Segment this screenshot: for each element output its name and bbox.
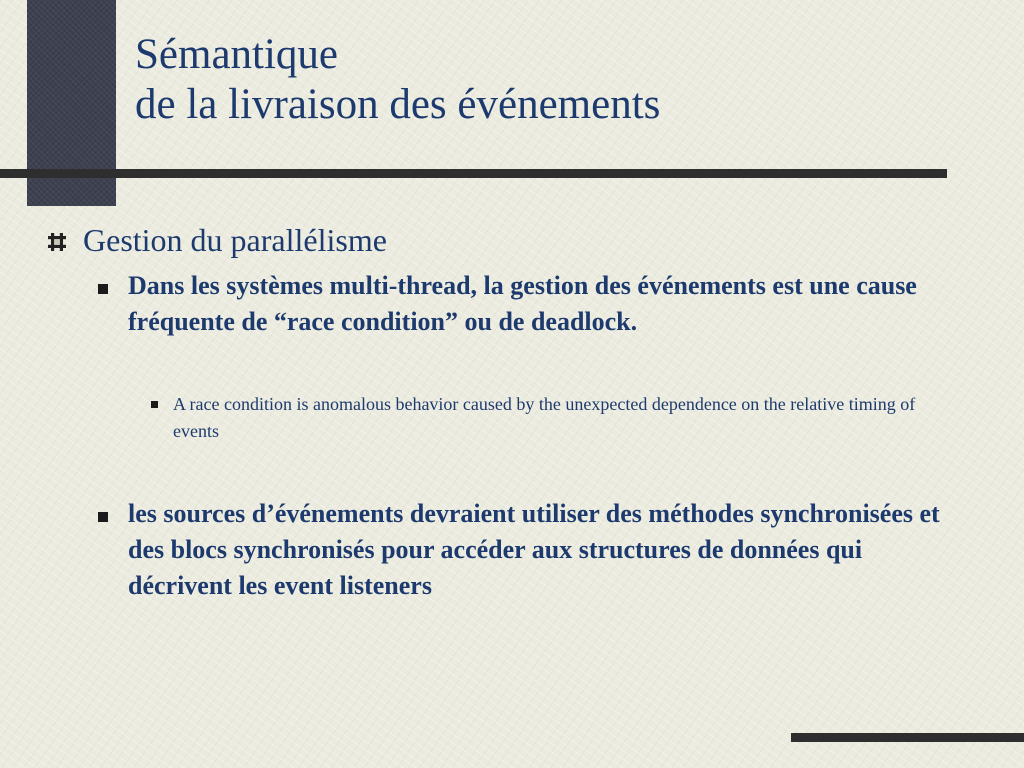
slide-title-line-1: Sémantique bbox=[135, 31, 339, 78]
slide-title-line-2: de la livraison des événements bbox=[135, 81, 661, 128]
bullet-level2-text: les sources d’événements devraient utiliser des méthodes synchronisées et des blocs synchronisés pour accéder aux structures de données qui décrivent les event listeners bbox=[128, 499, 940, 600]
small-square-bullet-icon bbox=[151, 401, 158, 408]
square-bullet-icon bbox=[98, 284, 108, 294]
square-hash-bullet-icon bbox=[47, 232, 67, 252]
bullet-level3-text: A race condition is anomalous behavior caused by the unexpected dependence on the relative timing of events bbox=[173, 394, 916, 441]
bullet-level2-text: Dans les systèmes multi-thread, la gestion des événements est une cause fréquente de “race condition” ou de deadlock. bbox=[128, 271, 917, 336]
bullet-level1-text: Gestion du parallélisme bbox=[83, 222, 387, 258]
square-bullet-icon bbox=[98, 512, 108, 522]
